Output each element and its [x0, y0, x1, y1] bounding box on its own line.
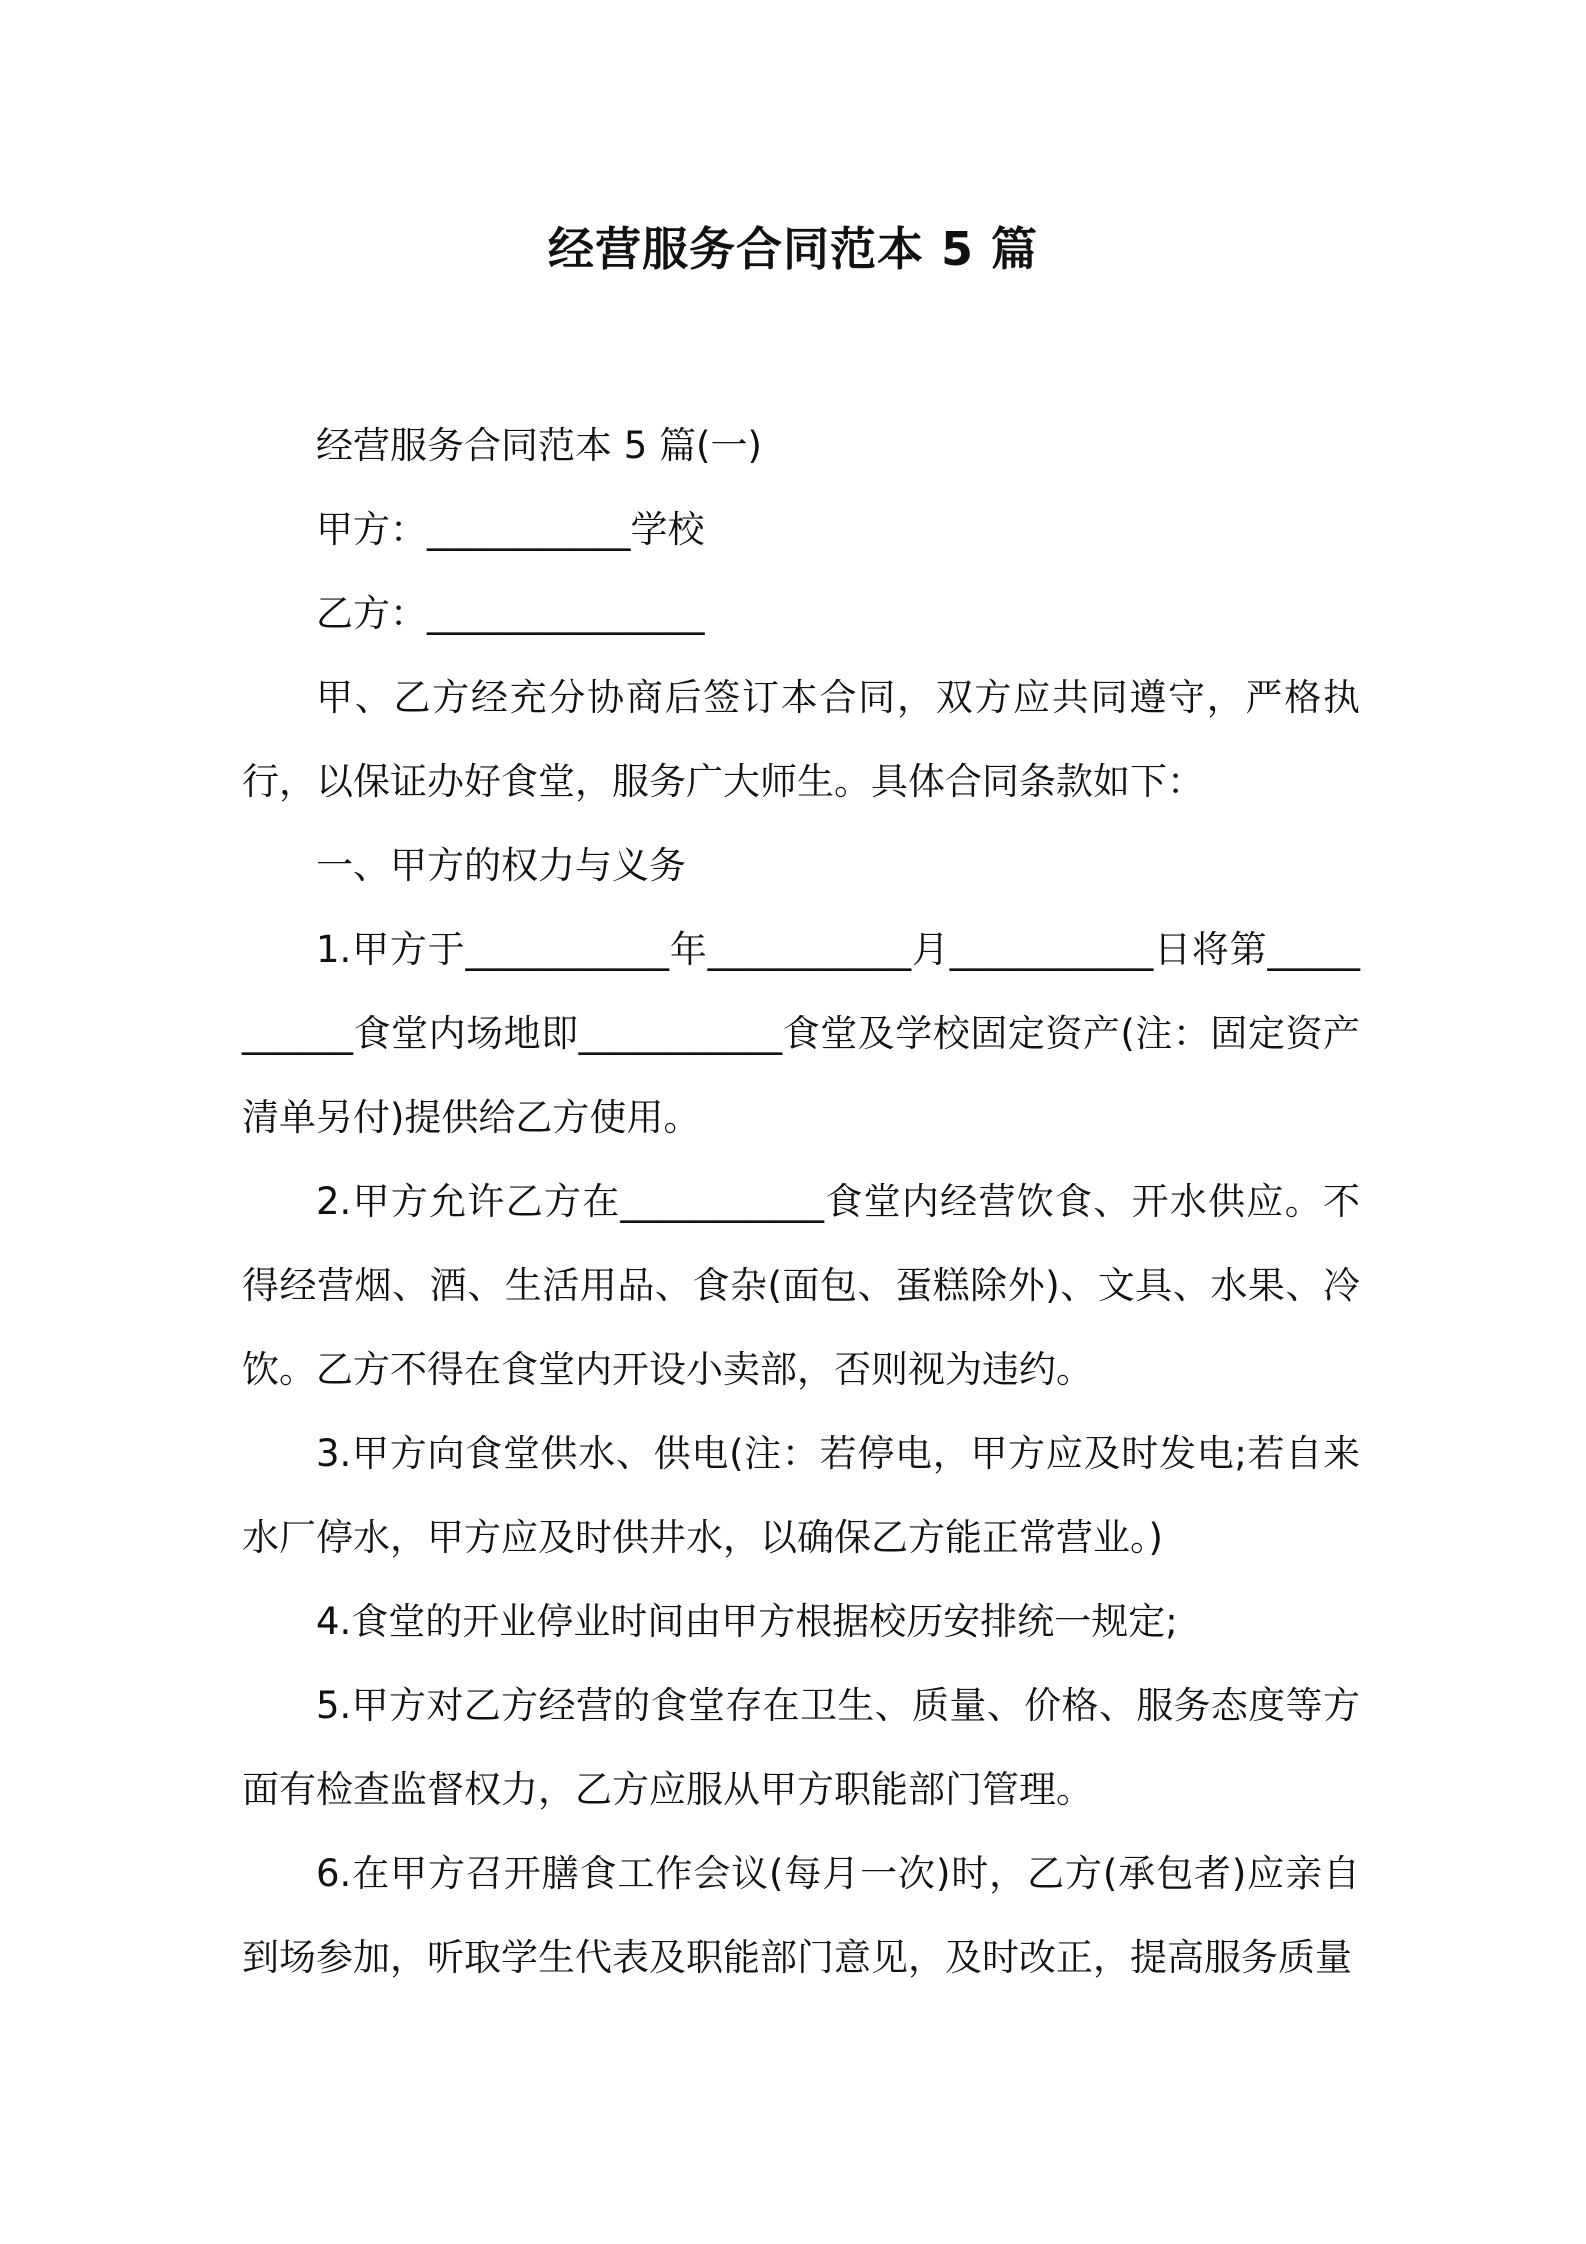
clause-heading: 一、甲方的权力与义务	[316, 844, 686, 887]
document-title: 经营服务合同范本 5 篇	[547, 222, 1039, 276]
clause-item-5: 5.甲方对乙方经营的食堂存在卫生、质量、价格、服务态度等方面有检查监督权力，乙方应服从甲方职能部门管理。	[242, 1684, 1360, 1811]
party-a-line: 甲方：___________学校	[316, 508, 705, 551]
section-heading: 经营服务合同范本 5 篇(一)	[316, 424, 762, 467]
clause-item-1: 1.甲方于___________年___________月___________日将第___________食堂内场地即___________食堂及学校固定资产(注：固定资产清单另付)提供给乙方使用。	[242, 928, 1360, 1139]
document-body	[242, 404, 1360, 2000]
clause-item-4: 4.食堂的开业停业时间由甲方根据校历安排统一规定;	[316, 1600, 1178, 1643]
party-b-line: 乙方：_______________	[316, 592, 705, 635]
clause-item-3: 3.甲方向食堂供水、供电(注：若停电，甲方应及时发电;若自来水厂停水，甲方应及时供井水，以确保乙方能正常营业。)	[242, 1432, 1360, 1559]
clause-item-6: 6.在甲方召开膳食工作会议(每月一次)时，乙方(承包者)应亲自到场参加，听取学生代表及职能部门意见，及时改正，提高服务质量	[242, 1852, 1360, 1979]
clause-item-2: 2.甲方允许乙方在___________食堂内经营饮食、开水供应。不得经营烟、酒、生活用品、食杂(面包、蛋糕除外)、文具、水果、冷饮。乙方不得在食堂内开设小卖部，否则视为违约。	[242, 1180, 1360, 1391]
intro-paragraph: 甲、乙方经充分协商后签订本合同，双方应共同遵守，严格执行，以保证办好食堂，服务广大师生。具体合同条款如下：	[242, 676, 1360, 803]
